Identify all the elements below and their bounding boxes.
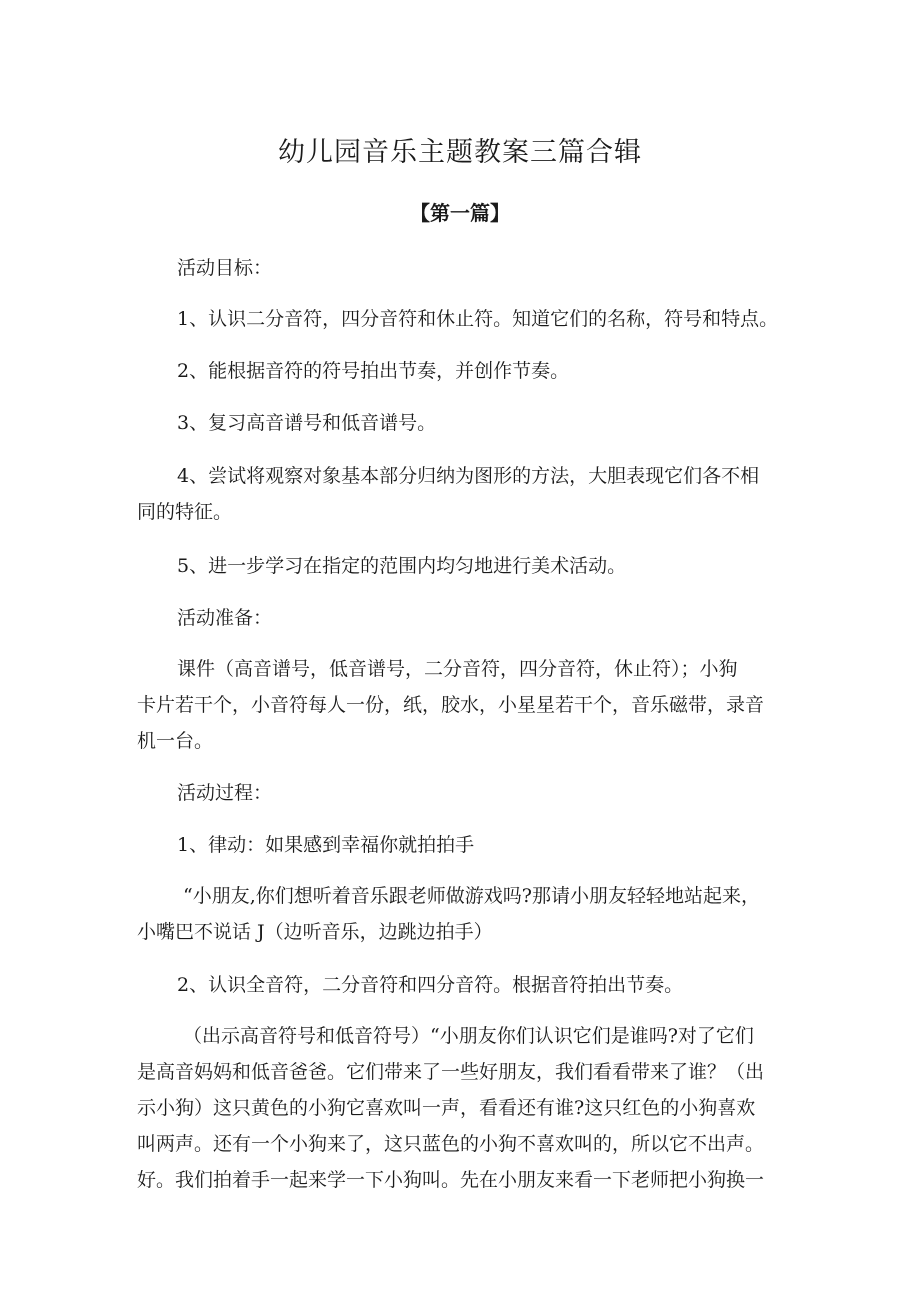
process-heading (137, 775, 793, 811)
final-line: （出示高音符号和低音符号）“小朋友你们认识它们是谁吗?对了它们 (183, 1025, 754, 1047)
step-text: 2、认识全音符，二分音符和四分音符。根据音符拍出节奏。 (177, 974, 684, 996)
prep-heading-text: 活动准备： (177, 607, 273, 629)
prep-line: 卡片若干个，小音符每人一份，纸，胶水，小星星若干个，音乐磁带，录音 (137, 694, 765, 716)
prep-line: 机一台。 (137, 730, 214, 752)
process-heading-text: 活动过程： (177, 782, 273, 804)
quote-paragraph (137, 878, 793, 950)
final-line: 好。我们拍着手一起来学一下小狗叫。先在小朋友来看一下老师把小狗换一 (137, 1169, 765, 1191)
prep-heading (137, 600, 793, 636)
goals-heading-text: 活动目标： (177, 257, 273, 279)
final-line: 叫两声。还有一个小狗来了，这只蓝色的小狗不喜欢叫的，所以它不出声。 (137, 1133, 765, 1155)
final-line: 是高音妈妈和低音爸爸。它们带来了一些好朋友，我们看看带来了谁？（出 (137, 1061, 765, 1083)
step-text: 1、律动：如果感到幸福你就拍拍手 (177, 834, 475, 856)
goal-text: 3、复习高音谱号和低音谱号。 (177, 412, 437, 434)
process-step (137, 967, 793, 1003)
goal-item (137, 405, 793, 441)
section-heading: 【第一篇】 (410, 201, 510, 225)
goal-text: 1、认识二分音符，四分音符和休止符。知道它们的名称，符号和特点。 (177, 308, 779, 330)
final-paragraph (137, 1018, 793, 1198)
goal-text: 5、进一步学习在指定的范围内均匀地进行美术活动。 (177, 555, 627, 577)
document-title: 幼儿园音乐主题教案三篇合辑 (278, 137, 642, 168)
final-line: 示小狗）这只黄色的小狗它喜欢叫一声，看看还有谁?这只红色的小狗喜欢 (137, 1097, 756, 1119)
goal-item (137, 548, 793, 584)
goal-item (137, 301, 793, 337)
goal-item (137, 458, 793, 530)
prep-line: 课件（高音谱号，低音谱号，二分音符，四分音符，休止符）；小狗 (177, 658, 738, 680)
process-step (137, 827, 793, 863)
quote-line: 小嘴巴不说话 J（边听音乐，边跳边拍手） (137, 921, 493, 943)
prep-paragraph (137, 651, 793, 759)
goal-text-continued: 同的特征。 (137, 501, 233, 523)
goal-item (137, 353, 793, 389)
goal-text: 2、能根据音符的符号拍出节奏，并创作节奏。 (177, 360, 570, 382)
goal-text: 4、尝试将观察对象基本部分归纳为图形的方法，大胆表现它们各不相 (177, 465, 760, 487)
quote-line: “小朋友,你们想听着音乐跟老师做游戏吗?那请小朋友轻轻地站起来， (183, 885, 760, 907)
goals-heading (137, 250, 793, 286)
